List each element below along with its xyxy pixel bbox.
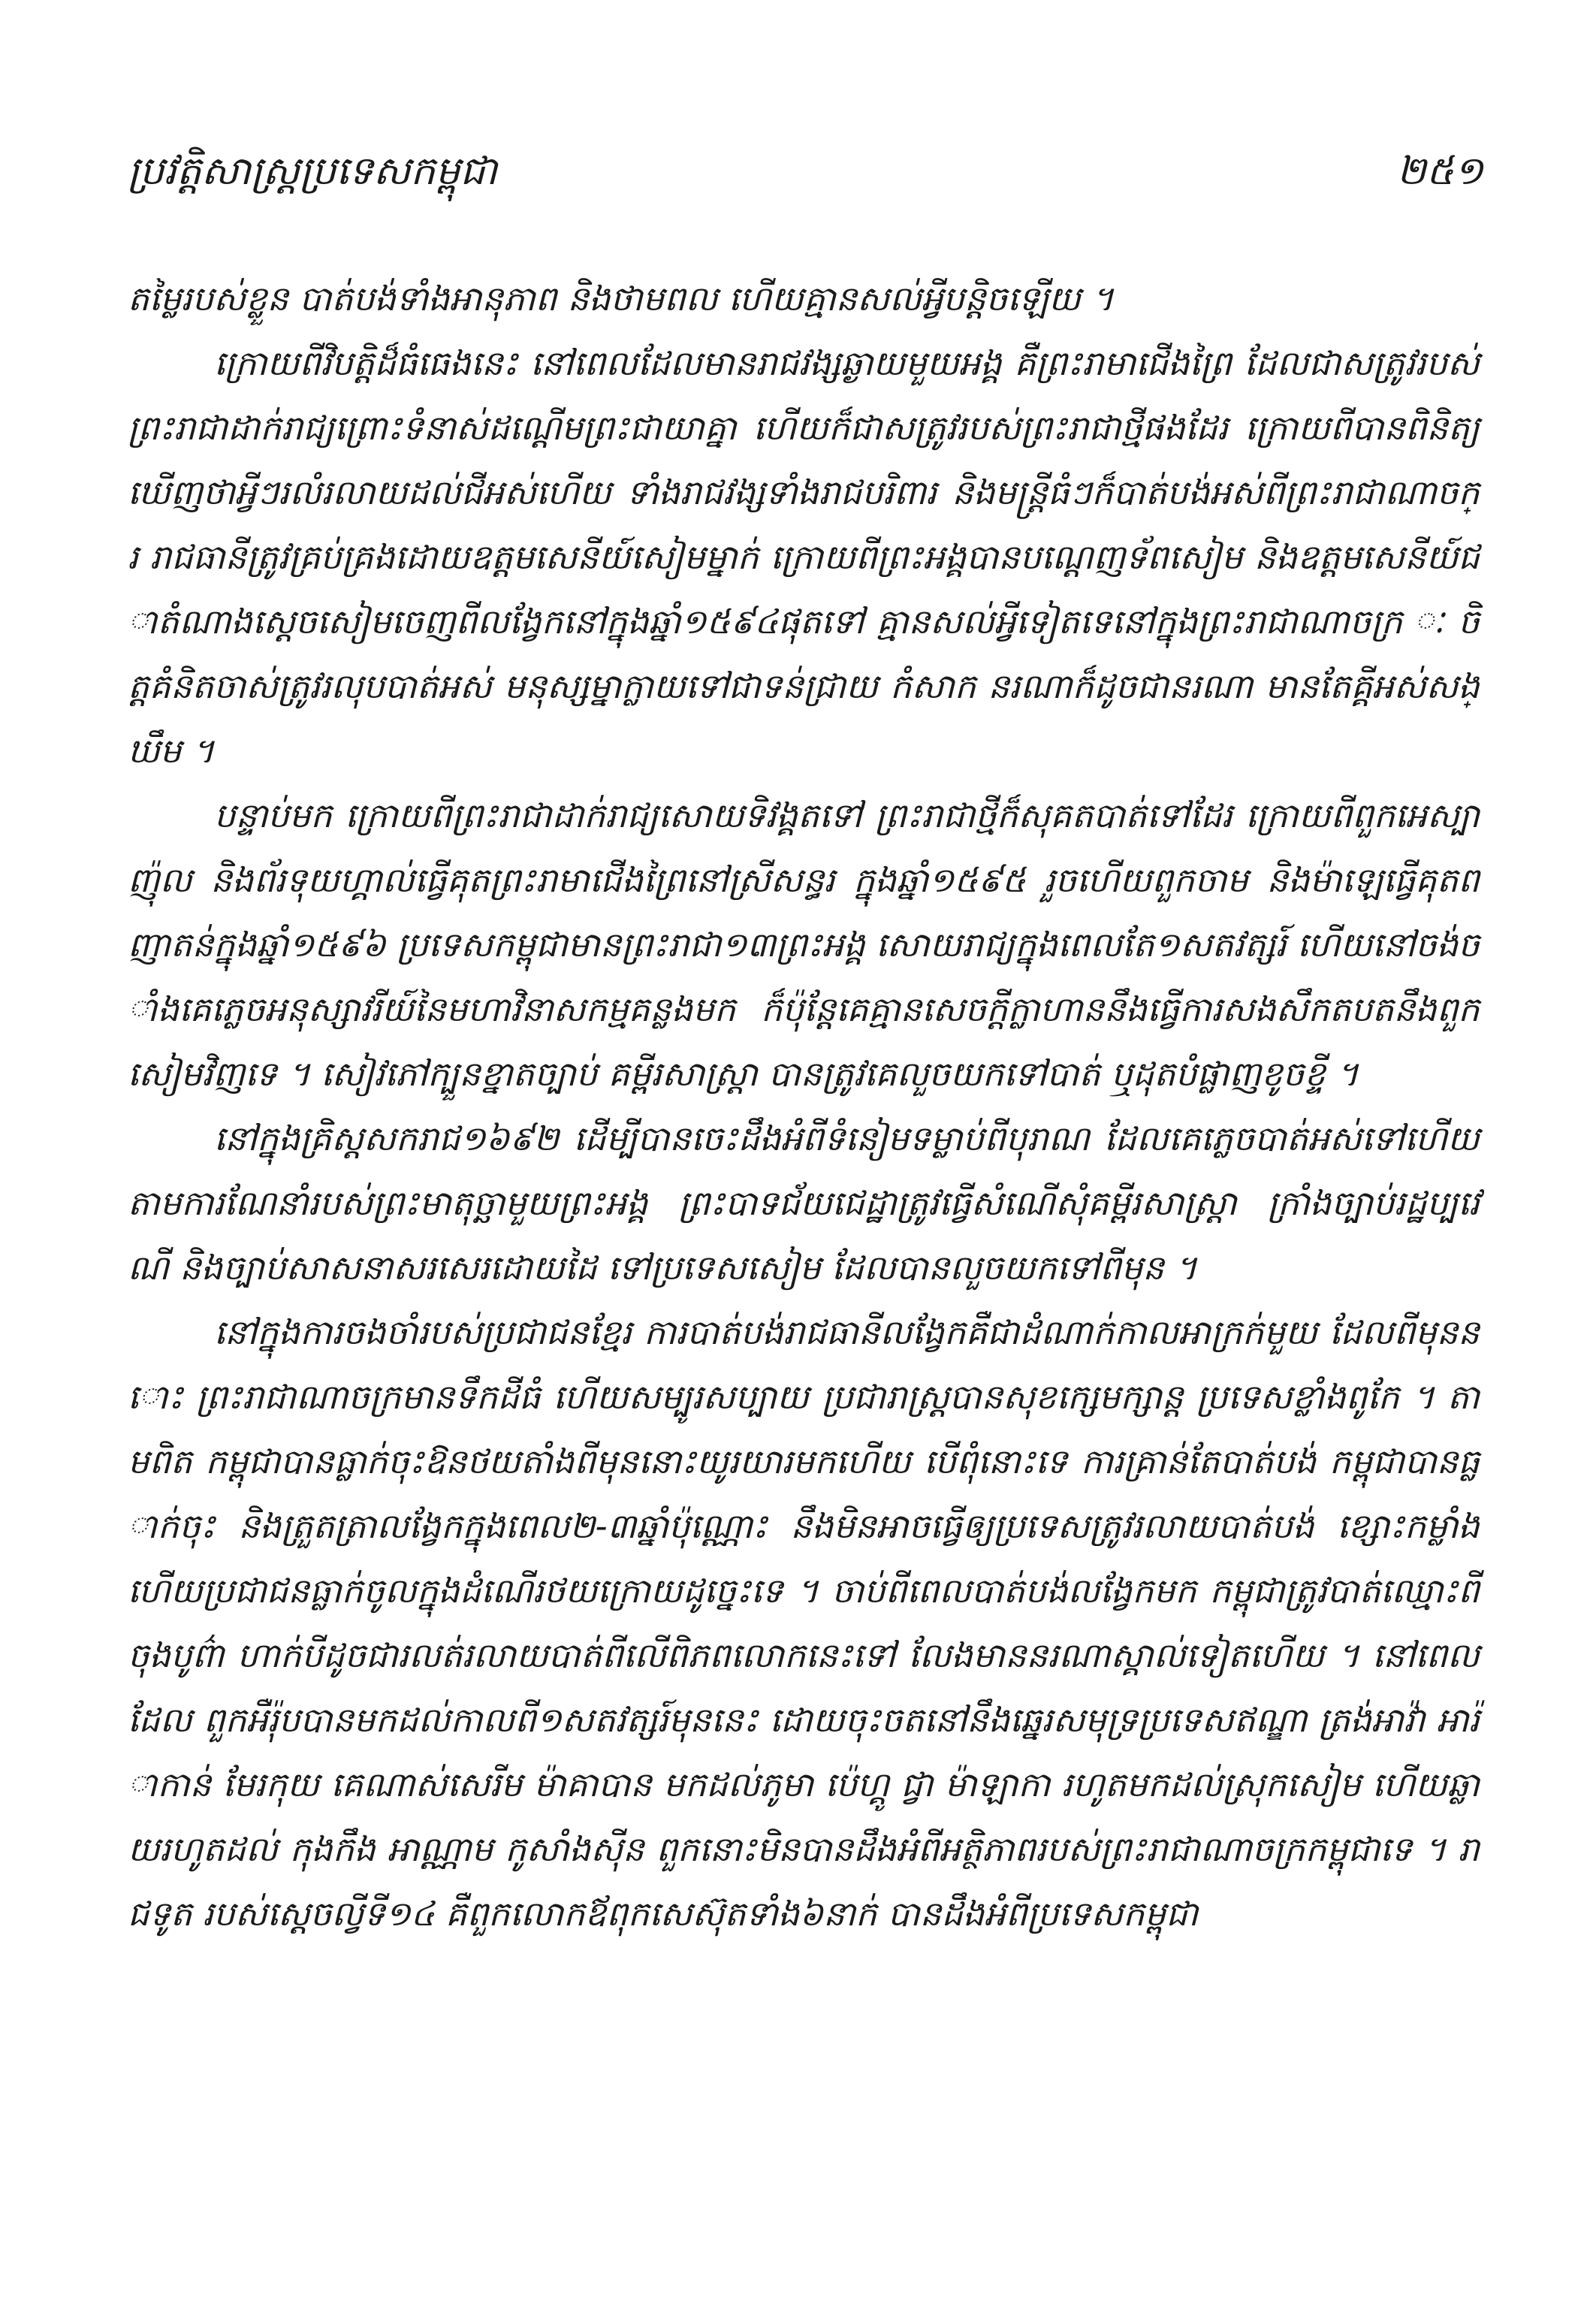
body-text (128, 267, 1480, 1946)
paragraph-4: នៅក្នុងគ្រិស្ដសករាជ១៦៩២ ដើម្បីបានចេះដឹងអំពីទំនៀមទម្លាប់ពីបុរាណ ដែលគេភ្លេចបាត់អស់ទៅហើយតាមការណែនាំរបស់ព្រះមាតុច្ឆាមួយព្រះអង្គ ព្រះបាទជ័យជេដ្ឋាត្រូវធ្វើសំណើសុំគម្ពីរសាស្ត្រា ក្រាំងច្បាប់រដ្ឋប្បវេណី និងច្បាប់សាសនាសរសេរដោយដៃ ទៅប្រទេសសៀម ដែលបានលួចយកទៅពីមុន ។ (128, 1119, 1480, 1288)
paragraph-1: តម្លៃរបស់ខ្លួន បាត់បង់ទាំងអានុភាព និងថាមពល ហើយគ្មានសល់អ្វីបន្តិចឡើយ ។ (128, 279, 1114, 319)
paragraph-2: ក្រោយពីវិបត្តិដ៏ធំធេងនេះ នៅពេលដែលមានរាជវង្សឆ្ងាយមួយអង្គ គឺព្រះរាមាជើងព្រៃ ដែលជាសត្រូវរបស់ព្រះរាជាដាក់រាជ្យព្រោះទំនាស់ដណ្ដើមព្រះជាយាគ្នា ហើយក៏ជាសត្រូវរបស់ព្រះរាជាថ្មីផងដែរ ក្រោយពីបានពិនិត្យឃើញថាអ្វីៗរលំរលាយដល់ជីអស់ហើយ ទាំងរាជវង្សទាំងរាជបរិពារ និងមន្ត្រីធំៗក៏បាត់បង់អស់ពីព្រះរាជាណាចក្រ រាជធានីត្រូវគ្រប់គ្រងដោយឧត្តមសេនីយ៍សៀមម្នាក់ ក្រោយពីព្រះអង្គបានបណ្ដេញទ័ពសៀម និងឧត្តមសេនីយ៍ជាតំណាងស្ដេចសៀមចេញពីលង្វែកនៅក្នុងឆ្នាំ១៥៩៤ផុតទៅ គ្មានសល់អ្វីទៀតទេនៅក្នុងព្រះរាជាណាចក្រ ៈ ចិត្តគំនិតចាស់ត្រូវរលុបបាត់អស់ មនុស្សម្នាក្លាយទៅជាទន់ជ្រាយ កំសាក នរណាក៏ដូចជានរណា មានតែគ្គីអស់សង្ឃឹម ។ (128, 343, 1480, 771)
paragraph-3: បន្ទាប់មក ក្រោយពីព្រះរាជាដាក់រាជ្យសោយទិវង្គតទៅ ព្រះរាជាថ្មីក៏សុគតបាត់ទៅដែរ ក្រោយពីពួកអេស្បាញ៉ុល និងព័រទុយហ្គាល់ធ្វើគុតព្រះរាមាជើងព្រៃនៅស្រីសន្ធរ ក្នុងឆ្នាំ១៥៩៥ រួចហើយពួកចាម និងម៉ាឡេធ្វើគុតពញាតន់ក្នុងឆ្នាំ១៥៩៦ ប្រទេសកម្ពុជាមានព្រះរាជា១៣ព្រះអង្គ សោយរាជ្យក្នុងពេលតែ១សតវត្សរ៍ ហើយនៅចង់ចាំងគេភ្លេចអនុស្សាវរីយ៍នៃមហាវិនាសកម្មគន្លងមក ក៏ប៉ុន្តែគេគ្មានសេចក្ដីក្លាហាននឹងធ្វើការសងសឹកតបតនឹងពួកសៀមវិញទេ ។ សៀវភៅក្បួនខ្នាតច្បាប់ គម្ពីរសាស្ត្រា បានត្រូវគេលួចយកទៅបាត់ ឬដុតបំផ្លាញខូចខ្ទី ។ (128, 796, 1480, 1094)
page-number: ២៥១ (1396, 149, 1483, 194)
header-title: ប្រវត្តិសាស្ត្រប្រទេសកម្ពុជា (128, 149, 498, 194)
running-header (128, 146, 1483, 207)
paragraph-5: នៅក្នុងការចងចាំរបស់ប្រជាជនខ្មែរ ការបាត់បង់រាជធានីលង្វែកគឺជាដំណាក់កាលអាក្រក់មួយ ដែលពីមុននោះ ព្រះរាជាណាចក្រមានទឹកដីធំ ហើយសម្បូរសប្បាយ ប្រជារាស្ត្របានសុខក្សេមក្សាន្ត ប្រទេសខ្លាំងពូកែ ។ តាមពិត កម្ពុជាបានធ្លាក់ចុះឱនថយតាំងពីមុននោះយូរយារមកហើយ បើពុំនោះទេ ការគ្រាន់តែបាត់បង់ កម្ពុជាបានធ្លាក់ចុះ និងត្រួតត្រាលង្វែកក្នុងពេល២-៣ឆ្នាំប៉ុណ្ណោះ នឹងមិនអាចធ្វើឲ្យប្រទេសត្រូវរលាយបាត់បង់ ខ្សោះកម្លាំង ហើយប្រជាជនធ្លាក់ចូលក្នុងដំណើរថយក្រោយដូច្នេះទេ ។ ចាប់ពីពេលបាត់បង់លង្វែកមក កម្ពុជាត្រូវបាត់ឈ្មោះពីចុងបូព៌ា ហាក់បីដូចជារលត់រលាយបាត់ពីលើពិភពលោកនេះទៅ លែងមាននរណាស្គាល់ទៀតហើយ ។ នៅពេលដែល ពួកអឺរ៉ុបបានមកដល់កាលពី១សតវត្សរ៍មុននេះ ដោយចុះចតនៅនឹងឆ្នេរសមុទ្រប្រទេសឥណ្ឌា ត្រង់អាវ៉ា អារ៉ាកាន់ មែរកុយ គេណាស់សេរីម ម៉ាគាបាន មកដល់ភូមា ប៉េហ្គូ ជ្វា ម៉ាឡាកា រហូតមកដល់ស្រុកសៀម ហើយឆ្លាយរហូតដល់ កុងកឹង អាណ្ណាម កូសាំងស៊ីន ពួកនោះមិនបានដឹងអំពីអត្ថិភាពរបស់ព្រះរាជាណាចក្រកម្ពុជាទេ ។ រាជទូត របស់ស្ដេចល្វីទី១៤ គឺពួកលោកឪពុកសេស៊ុតទាំង៦នាក់ បានដឹងអំពីប្រទេសកម្ពុជា (128, 1312, 1480, 1934)
